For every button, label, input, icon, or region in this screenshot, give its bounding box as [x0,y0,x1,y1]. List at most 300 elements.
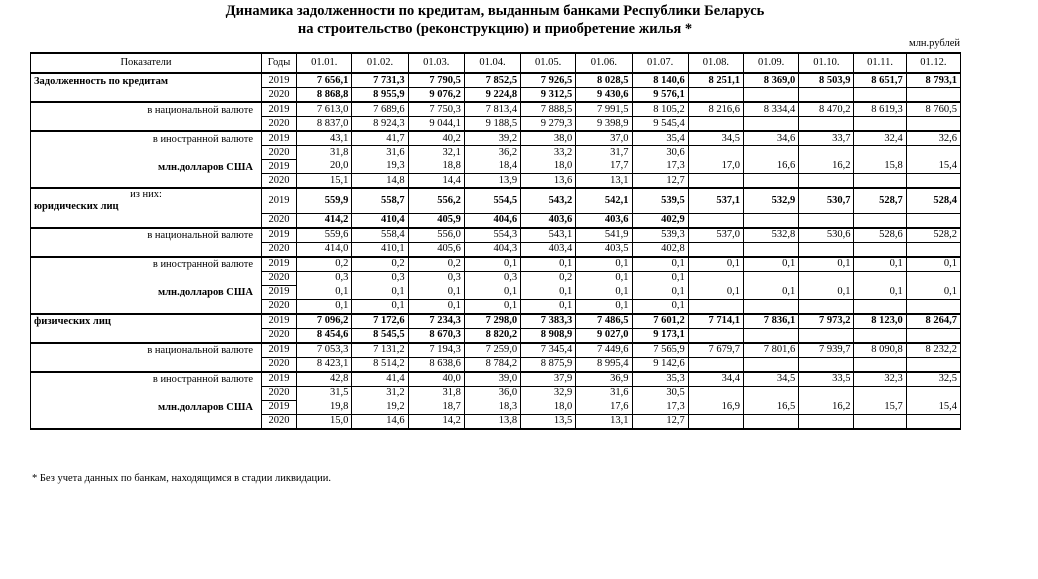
header-month: 01.10. [799,53,854,73]
row-label: физических лиц [31,314,262,329]
header-month: 01.02. [352,53,408,73]
value-cell: 0,3 [297,271,352,285]
value-cell: 40,0 [408,372,464,387]
value-cell: 37,0 [576,131,632,146]
unit-label: млн.рублей [909,38,960,49]
value-cell: 0,1 [408,299,464,314]
value-cell: 0,2 [297,257,352,272]
value-cell: 7 750,3 [408,102,464,117]
value-cell [688,357,743,372]
value-cell: 7 172,6 [352,314,408,329]
value-cell: 8 784,2 [464,357,520,372]
year-cell: 2020 [261,386,296,400]
value-cell: 8 995,4 [576,357,632,372]
table-row [31,213,961,228]
header-row [31,53,961,73]
value-cell [906,174,960,189]
value-cell: 36,0 [464,386,520,400]
value-cell: 7 053,3 [297,343,352,358]
value-cell: 0,1 [906,257,960,272]
value-cell: 414,2 [297,213,352,228]
value-cell [688,242,743,257]
value-cell: 405,9 [408,213,464,228]
value-cell: 15,7 [854,400,906,414]
value-cell: 558,7 [352,188,408,213]
value-cell [688,271,743,285]
value-cell: 18,8 [408,160,464,174]
year-cell: 2019 [261,343,296,358]
value-cell: 7 689,6 [352,102,408,117]
value-cell: 18,0 [521,160,576,174]
value-cell [744,271,799,285]
value-cell: 537,0 [688,228,743,243]
value-cell: 30,5 [632,386,688,400]
value-cell: 13,9 [464,174,520,189]
value-cell: 34,4 [688,372,743,387]
table-row [31,372,961,387]
table-row [31,242,961,257]
value-cell: 8 105,2 [632,102,688,117]
value-cell: 7 714,1 [688,314,743,329]
row-label: в национальной валюте [31,228,262,243]
value-cell: 8 090,8 [854,343,906,358]
value-cell: 8 955,9 [352,88,408,103]
value-cell: 8 232,2 [906,343,960,358]
value-cell [854,271,906,285]
table-row [31,299,961,314]
value-cell: 402,9 [632,213,688,228]
value-cell: 8 651,7 [854,73,906,88]
year-cell: 2020 [261,174,296,189]
value-cell: 0,1 [464,299,520,314]
row-label-line: юридических лиц [34,201,119,212]
value-cell: 8 924,3 [352,117,408,132]
row-label: в национальной валюте [31,343,262,358]
value-cell [854,88,906,103]
debt-table [30,52,961,430]
value-cell: 0,1 [521,257,576,272]
value-cell [688,174,743,189]
row-label-empty [31,213,262,228]
value-cell: 13,1 [576,414,632,429]
value-cell [744,117,799,132]
value-cell [799,88,854,103]
value-cell: 17,6 [576,400,632,414]
table-row [31,271,961,285]
value-cell: 0,2 [521,271,576,285]
header-month: 01.08. [688,53,743,73]
value-cell [744,88,799,103]
value-cell: 8 514,2 [352,357,408,372]
year-cell: 2020 [261,117,296,132]
value-cell: 556,0 [408,228,464,243]
value-cell: 7 973,2 [799,314,854,329]
value-cell: 19,2 [352,400,408,414]
value-cell: 7 194,3 [408,343,464,358]
value-cell: 9 027,0 [576,328,632,343]
value-cell: 0,1 [464,285,520,299]
value-cell [688,117,743,132]
header-month: 01.06. [576,53,632,73]
value-cell: 9 173,1 [632,328,688,343]
value-cell: 7 813,4 [464,102,520,117]
value-cell: 554,3 [464,228,520,243]
value-cell: 31,5 [297,386,352,400]
year-cell: 2019 [261,102,296,117]
header-month: 01.04. [464,53,520,73]
value-cell [854,357,906,372]
value-cell: 34,5 [744,372,799,387]
value-cell: 0,1 [744,257,799,272]
value-cell [744,299,799,314]
year-cell: 2019 [261,257,296,272]
value-cell: 12,7 [632,174,688,189]
value-cell: 8 423,1 [297,357,352,372]
value-cell: 0,1 [799,285,854,299]
value-cell: 13,8 [464,414,520,429]
value-cell: 9 076,2 [408,88,464,103]
value-cell: 33,7 [799,131,854,146]
value-cell [906,146,960,160]
value-cell: 35,3 [632,372,688,387]
value-cell: 0,1 [688,285,743,299]
value-cell: 7 991,5 [576,102,632,117]
value-cell: 18,3 [464,400,520,414]
value-cell: 0,1 [464,257,520,272]
value-cell: 0,1 [521,299,576,314]
value-cell: 9 044,1 [408,117,464,132]
header-month: 01.11. [854,53,906,73]
table-row [31,314,961,329]
value-cell: 9 312,5 [521,88,576,103]
value-cell: 19,8 [297,400,352,414]
value-cell: 405,6 [408,242,464,257]
value-cell: 16,5 [744,400,799,414]
value-cell: 7 801,6 [744,343,799,358]
value-cell [854,146,906,160]
value-cell: 42,8 [297,372,352,387]
value-cell [906,213,960,228]
value-cell: 402,8 [632,242,688,257]
row-label [31,188,262,213]
table-row [31,285,961,299]
value-cell: 32,4 [854,131,906,146]
value-cell: 17,0 [688,160,743,174]
value-cell [854,174,906,189]
value-cell: 41,7 [352,131,408,146]
value-cell: 528,4 [906,188,960,213]
value-cell: 15,0 [297,414,352,429]
value-cell: 31,6 [352,146,408,160]
value-cell: 8 334,4 [744,102,799,117]
value-cell: 530,6 [799,228,854,243]
value-cell: 7 731,3 [352,73,408,88]
value-cell [799,146,854,160]
value-cell: 9 224,8 [464,88,520,103]
value-cell: 8 820,2 [464,328,520,343]
value-cell [688,299,743,314]
value-cell [854,299,906,314]
value-cell: 0,1 [632,285,688,299]
value-cell: 8 545,5 [352,328,408,343]
value-cell: 31,7 [576,146,632,160]
value-cell [744,357,799,372]
value-cell: 7 345,4 [521,343,576,358]
value-cell [854,386,906,400]
table-row [31,414,961,429]
value-cell: 16,2 [799,400,854,414]
row-label-empty [31,271,262,285]
table-row [31,146,961,160]
header-month: 01.01. [297,53,352,73]
value-cell: 18,4 [464,160,520,174]
value-cell: 8 760,5 [906,102,960,117]
value-cell: 19,3 [352,160,408,174]
value-cell: 43,1 [297,131,352,146]
value-cell: 8 216,6 [688,102,743,117]
year-cell: 2020 [261,242,296,257]
table-row [31,328,961,343]
value-cell: 15,8 [854,160,906,174]
year-cell: 2019 [261,228,296,243]
value-cell [744,414,799,429]
value-cell: 0,3 [464,271,520,285]
value-cell: 32,3 [854,372,906,387]
table-row [31,357,961,372]
value-cell: 16,6 [744,160,799,174]
value-cell [688,88,743,103]
value-cell: 8 251,1 [688,73,743,88]
value-cell: 8 264,7 [906,314,960,329]
value-cell: 8 123,0 [854,314,906,329]
value-cell [799,213,854,228]
value-cell: 403,4 [521,242,576,257]
value-cell: 14,8 [352,174,408,189]
row-label-empty [31,146,262,160]
value-cell: 7 486,5 [576,314,632,329]
value-cell: 0,1 [744,285,799,299]
table-row [31,73,961,88]
table-row [31,131,961,146]
value-cell [688,146,743,160]
value-cell [688,328,743,343]
value-cell: 543,1 [521,228,576,243]
value-cell [799,414,854,429]
value-cell: 0,1 [576,271,632,285]
row-label: Задолженность по кредитам [31,73,262,88]
row-label-empty [31,174,262,189]
value-cell [688,386,743,400]
header-label: Показатели [31,53,262,73]
value-cell: 7 888,5 [521,102,576,117]
value-cell: 0,1 [632,299,688,314]
table-row [31,257,961,272]
value-cell: 7 852,5 [464,73,520,88]
year-cell: 2019 [261,314,296,329]
row-label-empty [31,328,262,343]
value-cell [799,328,854,343]
value-cell: 0,1 [632,271,688,285]
value-cell: 0,1 [576,285,632,299]
value-cell: 7 601,2 [632,314,688,329]
value-cell: 404,3 [464,242,520,257]
value-cell: 403,6 [576,213,632,228]
value-cell: 13,5 [521,414,576,429]
row-label: в национальной валюте [31,102,262,117]
value-cell: 0,1 [799,257,854,272]
value-cell: 8 028,5 [576,73,632,88]
value-cell: 34,6 [744,131,799,146]
value-cell [688,414,743,429]
value-cell: 7 656,1 [297,73,352,88]
value-cell: 7 836,1 [744,314,799,329]
value-cell: 8 619,3 [854,102,906,117]
value-cell: 18,7 [408,400,464,414]
value-cell: 528,2 [906,228,960,243]
value-cell: 404,6 [464,213,520,228]
year-cell: 2020 [261,271,296,285]
value-cell: 0,3 [408,271,464,285]
header-month: 01.05. [521,53,576,73]
value-cell [854,328,906,343]
value-cell [854,242,906,257]
value-cell: 559,9 [297,188,352,213]
value-cell: 558,4 [352,228,408,243]
row-label-empty [31,88,262,103]
value-cell: 0,1 [576,299,632,314]
value-cell: 8 369,0 [744,73,799,88]
value-cell: 9 398,9 [576,117,632,132]
value-cell: 38,0 [521,131,576,146]
value-cell: 8 470,2 [799,102,854,117]
value-cell [906,414,960,429]
year-cell: 2020 [261,88,296,103]
value-cell [799,386,854,400]
row-label-empty [31,386,262,400]
value-cell [744,242,799,257]
value-cell: 15,1 [297,174,352,189]
value-cell [799,117,854,132]
year-cell: 2020 [261,146,296,160]
table-row [31,343,961,358]
value-cell [744,146,799,160]
value-cell [688,213,743,228]
value-cell [744,174,799,189]
value-cell: 7 790,5 [408,73,464,88]
value-cell: 31,8 [408,386,464,400]
value-cell: 0,1 [352,285,408,299]
table-row [31,386,961,400]
value-cell: 7 926,5 [521,73,576,88]
table-row [31,174,961,189]
value-cell: 7 449,6 [576,343,632,358]
value-cell: 410,4 [352,213,408,228]
header-month: 01.07. [632,53,688,73]
value-cell [854,414,906,429]
value-cell: 9 545,4 [632,117,688,132]
value-cell [906,328,960,343]
row-label-empty [31,299,262,314]
year-cell: 2019 [261,73,296,88]
value-cell: 559,6 [297,228,352,243]
value-cell: 8 908,9 [521,328,576,343]
value-cell: 532,9 [744,188,799,213]
value-cell: 39,2 [464,131,520,146]
value-cell: 0,3 [352,271,408,285]
value-cell: 8 454,6 [297,328,352,343]
table-row [31,188,961,213]
value-cell: 539,3 [632,228,688,243]
value-cell: 0,1 [576,257,632,272]
value-cell: 20,0 [297,160,352,174]
value-cell [799,357,854,372]
value-cell: 14,4 [408,174,464,189]
row-label: млн.долларов США [31,160,262,174]
value-cell: 7 679,7 [688,343,743,358]
header-year: Годы [261,53,296,73]
value-cell: 528,6 [854,228,906,243]
value-cell: 39,0 [464,372,520,387]
value-cell: 36,2 [464,146,520,160]
value-cell [906,357,960,372]
value-cell: 14,2 [408,414,464,429]
value-cell: 8 503,9 [799,73,854,88]
value-cell: 0,1 [632,257,688,272]
value-cell: 0,1 [688,257,743,272]
value-cell: 8 140,6 [632,73,688,88]
value-cell: 9 430,6 [576,88,632,103]
value-cell: 414,0 [297,242,352,257]
value-cell: 554,5 [464,188,520,213]
value-cell: 7 234,3 [408,314,464,329]
value-cell [744,213,799,228]
page-title [30,2,960,38]
value-cell [799,242,854,257]
row-label-empty [31,414,262,429]
value-cell: 541,9 [576,228,632,243]
value-cell: 16,2 [799,160,854,174]
value-cell: 7 096,2 [297,314,352,329]
value-cell: 0,1 [352,299,408,314]
value-cell [906,117,960,132]
value-cell: 0,1 [297,285,352,299]
value-cell: 32,9 [521,386,576,400]
year-cell: 2020 [261,414,296,429]
value-cell: 410,1 [352,242,408,257]
value-cell: 0,2 [352,257,408,272]
value-cell: 7 383,3 [521,314,576,329]
title-line-1: Динамика задолженности по кредитам, выданным банками Республики Беларусь [225,3,765,19]
value-cell [906,299,960,314]
table-row [31,102,961,117]
value-cell: 556,2 [408,188,464,213]
value-cell [799,299,854,314]
value-cell: 31,8 [297,146,352,160]
value-cell: 0,2 [408,257,464,272]
value-cell: 32,5 [906,372,960,387]
value-cell: 17,3 [632,160,688,174]
year-cell: 2019 [261,400,296,414]
value-cell: 0,1 [906,285,960,299]
value-cell: 34,5 [688,131,743,146]
value-cell: 14,6 [352,414,408,429]
value-cell: 17,3 [632,400,688,414]
row-label-empty [31,117,262,132]
year-cell: 2020 [261,328,296,343]
value-cell: 403,5 [576,242,632,257]
value-cell: 542,1 [576,188,632,213]
value-cell: 32,1 [408,146,464,160]
